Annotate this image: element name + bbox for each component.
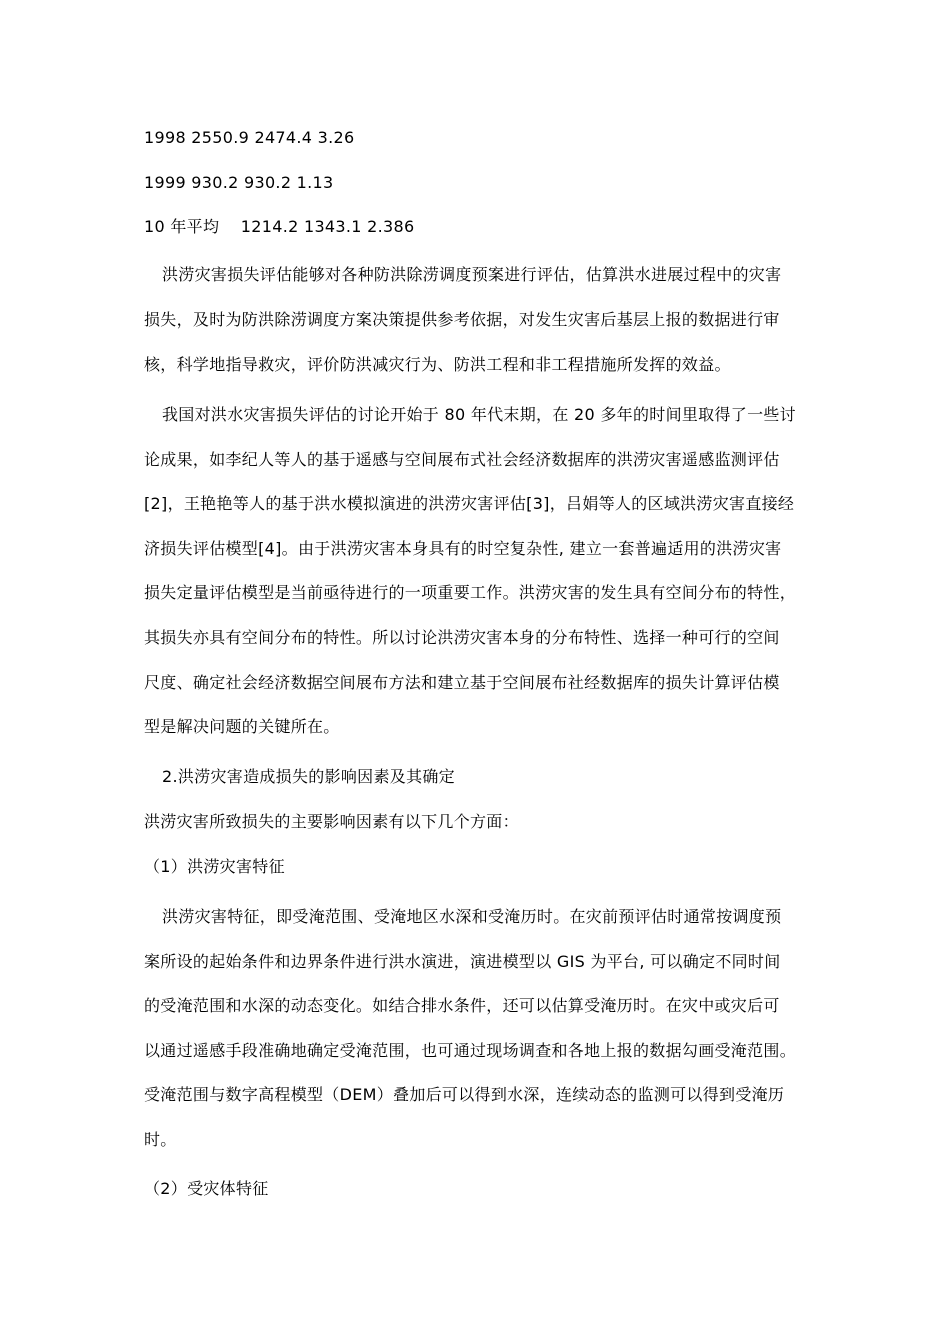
paragraph-line: 案所设的起始条件和边界条件进行洪水演进，演进模型以 GIS 为平台, 可以确定不同时间 xyxy=(144,952,781,971)
subsection-heading: （1）洪涝灾害特征 xyxy=(144,857,285,876)
paragraph-line: 尺度、确定社会经济数据空间展布方法和建立基于空间展布社经数据库的损失计算评估模 xyxy=(144,673,780,692)
table-row-1998: 1998 2550.9 2474.4 3.26 xyxy=(144,128,355,147)
paragraph-line: 以通过遥感手段准确地确定受淹范围，也可通过现场调查和各地上报的数据勾画受淹范围。 xyxy=(144,1041,797,1060)
paragraph-line: 我国对洪水灾害损失评估的讨论开始于 80 年代末期，在 20 多年的时间里取得了一些讨 xyxy=(162,405,796,424)
paragraph-line: 洪涝灾害损失评估能够对各种防洪除涝调度预案进行评估，估算洪水进展过程中的灾害 xyxy=(162,265,782,284)
paragraph-line: 的受淹范围和水深的动态变化。如结合排水条件，还可以估算受淹历时。在灾中或灾后可 xyxy=(144,996,780,1015)
paragraph-line: [2]，王艳艳等人的基于洪水模拟演进的洪涝灾害评估[3]，吕娟等人的区域洪涝灾害直接经 xyxy=(144,494,795,513)
table-row-average: 10 年平均 1214.2 1343.1 2.386 xyxy=(144,217,415,236)
paragraph-line: 受淹范围与数字高程模型（DEM）叠加后可以得到水深，连续动态的监测可以得到受淹历 xyxy=(144,1085,785,1104)
paragraph-line: 洪涝灾害所致损失的主要影响因素有以下几个方面： xyxy=(144,812,519,831)
paragraph-line: 时。 xyxy=(144,1130,177,1149)
paragraph-line: 损失，及时为防洪除涝调度方案决策提供参考依据，对发生灾害后基层上报的数据进行审 xyxy=(144,310,780,329)
paragraph-line: 型是解决问题的关键所在。 xyxy=(144,717,340,736)
table-row-1999: 1999 930.2 930.2 1.13 xyxy=(144,173,334,192)
paragraph-line: 其损失亦具有空间分布的特性。所以讨论洪涝灾害本身的分布特性、选择一种可行的空间 xyxy=(144,628,780,647)
paragraph-line: 洪涝灾害特征，即受淹范围、受淹地区水深和受淹历时。在灾前预评估时通常按调度预 xyxy=(162,907,782,926)
paragraph-line: 损失定量评估模型是当前亟待进行的一项重要工作。洪涝灾害的发生具有空间分布的特性， xyxy=(144,583,797,602)
section-heading: 2.洪涝灾害造成损失的影响因素及其确定 xyxy=(162,767,455,786)
paragraph-line: 济损失评估模型[4]。由于洪涝灾害本身具有的时空复杂性, 建立一套普遍适用的洪涝灾害 xyxy=(144,539,782,558)
paragraph-line: 论成果，如李纪人等人的基于遥感与空间展布式社会经济数据库的洪涝灾害遥感监测评估 xyxy=(144,450,780,469)
subsection-heading: （2）受灾体特征 xyxy=(144,1179,269,1198)
paragraph-line: 核，科学地指导救灾，评价防洪减灾行为、防洪工程和非工程措施所发挥的效益。 xyxy=(144,355,731,374)
